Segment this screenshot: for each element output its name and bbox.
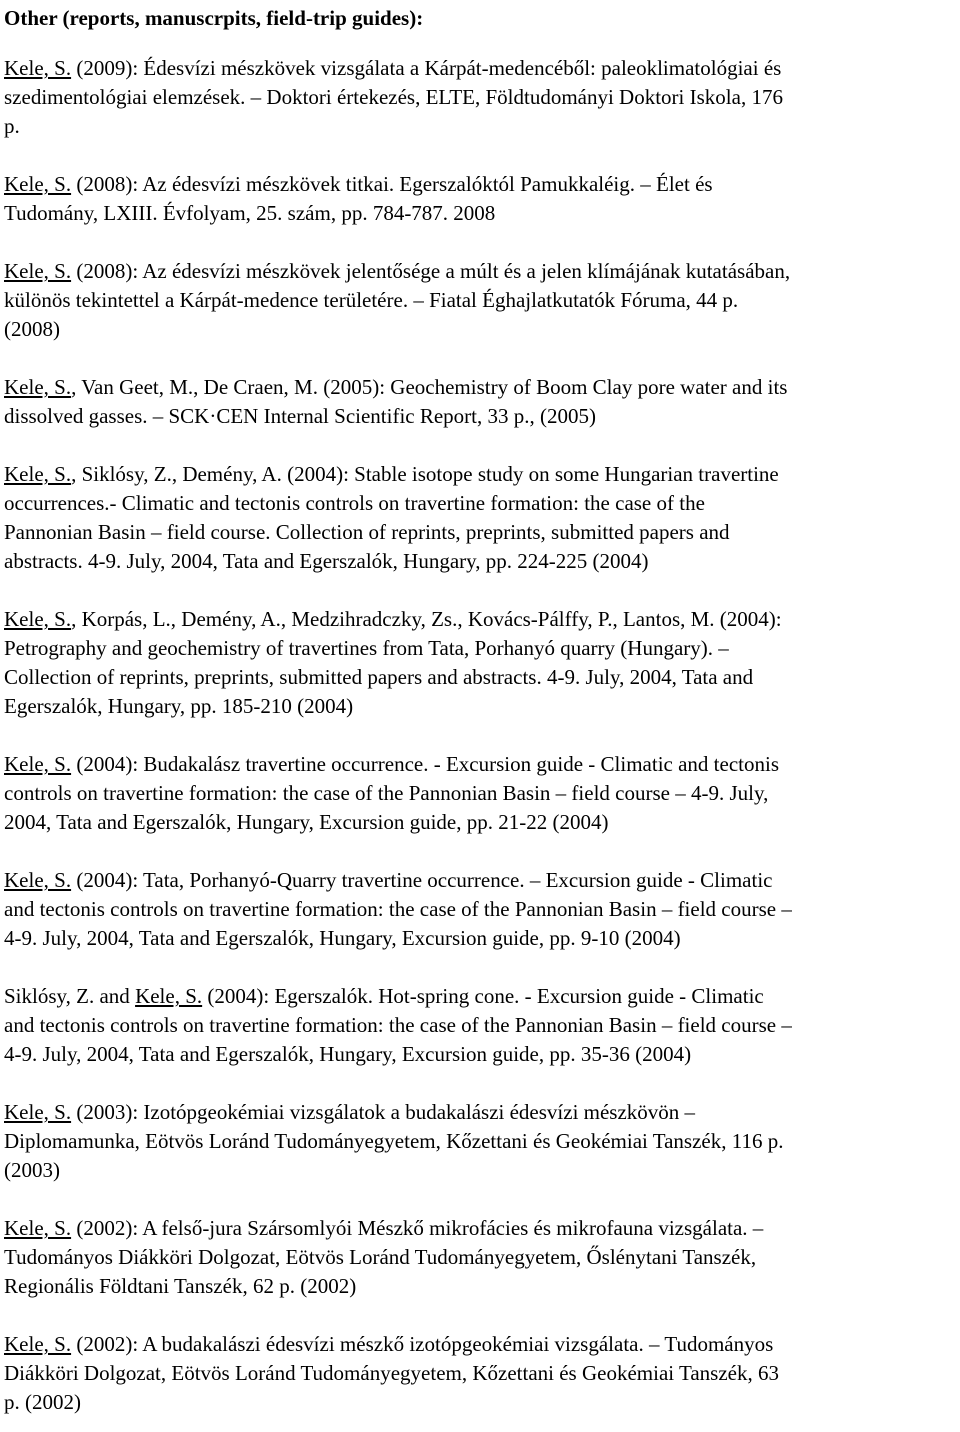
reference-text: abstracts. 4-9. July, 2004, Tata and Egerszalók, Hungary, pp. 224-225 (2004)	[4, 549, 649, 573]
reference-line	[4, 1214, 956, 1243]
reference-text: p.	[4, 114, 20, 138]
reference-line	[4, 866, 956, 895]
reference-line	[4, 1098, 956, 1127]
reference-line	[4, 982, 956, 1011]
reference-text: Collection of reprints, preprints, submitted papers and abstracts. 4-9. July, 2004, Tata and	[4, 665, 754, 689]
reference-line	[4, 460, 956, 489]
reference-text: Petrography and geochemistry of travertines from Tata, Porhanyó quarry (Hungary). –	[4, 636, 729, 660]
reference-line	[4, 1330, 956, 1359]
reference-text: occurrences.- Climatic and tectonis controls on travertine formation: the case of the	[4, 491, 705, 515]
reference-line	[4, 315, 956, 344]
reference-line	[4, 779, 956, 808]
entry-spacer	[4, 721, 956, 750]
reference-text: (2004): Egerszalók. Hot-spring cone. - Excursion guide - Climatic	[202, 984, 764, 1008]
reference-text: p. (2002)	[4, 1390, 81, 1414]
reference-line	[4, 1388, 956, 1417]
reference-line	[4, 1040, 956, 1069]
author-name: Kele, S.	[4, 1332, 72, 1356]
reference-text: , Siklósy, Z., Demény, A. (2004): Stable isotope study on some Hungarian travertine	[71, 462, 779, 486]
reference-entry	[4, 605, 956, 721]
reference-text: , Van Geet, M., De Craen, M. (2005): Geochemistry of Boom Clay pore water and its	[71, 375, 788, 399]
author-name: Kele, S.	[135, 984, 203, 1008]
reference-text: (2009): Édesvízi mészkövek vizsgálata a Kárpát-medencéből: paleoklimatológiai és	[71, 56, 782, 80]
author-name: Kele, S.	[4, 259, 72, 283]
reference-text: (2003): Izotópgeokémiai vizsgálatok a budakalászi édesvízi mészkövön –	[71, 1100, 696, 1124]
reference-text: (2002): A felső-jura Szársomlyói Mészkő mikrofácies és mikrofauna vizsgálata. –	[71, 1216, 764, 1240]
reference-text: 2004, Tata and Egerszalók, Hungary, Excursion guide, pp. 21-22 (2004)	[4, 810, 609, 834]
entry-spacer	[4, 228, 956, 257]
author-name: Kele, S.	[4, 1100, 72, 1124]
reference-line	[4, 373, 956, 402]
reference-entry	[4, 1214, 956, 1301]
reference-entry	[4, 1098, 956, 1185]
author-name: Kele, S.	[4, 375, 72, 399]
reference-line	[4, 54, 956, 83]
reference-line	[4, 83, 956, 112]
reference-line	[4, 1243, 956, 1272]
reference-text: Tudományos Diákköri Dolgozat, Eötvös Loránd Tudományegyetem, Őslénytani Tanszék,	[4, 1245, 757, 1269]
reference-text: (2008)	[4, 317, 60, 341]
entry-spacer	[4, 1301, 956, 1330]
reference-line	[4, 924, 956, 953]
reference-text: (2003)	[4, 1158, 60, 1182]
reference-text: Egerszalók, Hungary, pp. 185-210 (2004)	[4, 694, 354, 718]
reference-text: Pannonian Basin – field course. Collection of reprints, preprints, submitted papers and	[4, 520, 730, 544]
reference-entry	[4, 460, 956, 576]
entry-spacer	[4, 431, 956, 460]
reference-line	[4, 605, 956, 634]
reference-line	[4, 1156, 956, 1185]
author-name: Kele, S.	[4, 752, 72, 776]
reference-line	[4, 895, 956, 924]
reference-line	[4, 1359, 956, 1388]
reference-entry	[4, 257, 956, 344]
reference-line	[4, 1272, 956, 1301]
reference-text: dissolved gasses. – SCK·CEN Internal Scientific Report, 33 p., (2005)	[4, 404, 596, 428]
reference-line	[4, 692, 956, 721]
reference-text: (2004): Tata, Porhanyó-Quarry travertine occurrence. – Excursion guide - Climatic	[71, 868, 773, 892]
author-name: Kele, S.	[4, 1216, 72, 1240]
author-name: Kele, S.	[4, 462, 72, 486]
reference-text: and tectonis controls on travertine formation: the case of the Pannonian Basin – field course –	[4, 897, 792, 921]
reference-text: (2008): Az édesvízi mészkövek titkai. Egerszalóktól Pamukkaléig. – Élet és	[71, 172, 713, 196]
reference-entry	[4, 982, 956, 1069]
reference-text: (2004): Budakalász travertine occurrence. - Excursion guide - Climatic and tectonis	[71, 752, 779, 776]
author-name: Kele, S.	[4, 607, 72, 631]
reference-line	[4, 1011, 956, 1040]
reference-line	[4, 170, 956, 199]
reference-entry	[4, 1330, 956, 1417]
reference-text: (2008): Az édesvízi mészkövek jelentősége a múlt és a jelen klímájának kutatásában,	[71, 259, 791, 283]
reference-text: and tectonis controls on travertine formation: the case of the Pannonian Basin – field course –	[4, 1013, 792, 1037]
reference-text: különös tekintettel a Kárpát-medence területére. – Fiatal Éghajlatkutatók Fóruma, 44 p.	[4, 288, 739, 312]
reference-line	[4, 808, 956, 837]
reference-line	[4, 286, 956, 315]
reference-entry	[4, 750, 956, 837]
section-heading: Other (reports, manuscrpits, field-trip guides):	[4, 6, 424, 30]
author-name: Kele, S.	[4, 56, 72, 80]
reference-line	[4, 634, 956, 663]
entry-spacer	[4, 576, 956, 605]
reference-line	[4, 518, 956, 547]
entry-spacer	[4, 953, 956, 982]
entry-spacer	[4, 141, 956, 170]
author-name: Kele, S.	[4, 172, 72, 196]
reference-text: szedimentológiai elemzések. – Doktori értekezés, ELTE, Földtudományi Doktori Iskola, 176	[4, 85, 783, 109]
reference-text: (2002): A budakalászi édesvízi mészkő izotópgeokémiai vizsgálata. – Tudományos	[71, 1332, 774, 1356]
entry-spacer	[4, 1185, 956, 1214]
reference-text: 4-9. July, 2004, Tata and Egerszalók, Hungary, Excursion guide, pp. 35-36 (2004)	[4, 1042, 692, 1066]
reference-line	[4, 112, 956, 141]
reference-text: Tudomány, LXIII. Évfolyam, 25. szám, pp. 784-787. 2008	[4, 201, 496, 225]
reference-entry	[4, 373, 956, 431]
reference-list	[4, 54, 956, 1417]
reference-entry	[4, 866, 956, 953]
entry-spacer	[4, 1069, 956, 1098]
reference-text: , Korpás, L., Demény, A., Medzihradczky, Zs., Kovács-Pálffy, P., Lantos, M. (2004):	[71, 607, 782, 631]
reference-line	[4, 750, 956, 779]
reference-line	[4, 199, 956, 228]
reference-entry	[4, 170, 956, 228]
entry-spacer	[4, 344, 956, 373]
reference-text: Regionális Földtani Tanszék, 62 p. (2002)	[4, 1274, 357, 1298]
reference-text: Diákköri Dolgozat, Eötvös Loránd Tudományegyetem, Kőzettani és Geokémiai Tanszék, 63	[4, 1361, 779, 1385]
reference-text: Diplomamunka, Eötvös Loránd Tudományegyetem, Kőzettani és Geokémiai Tanszék, 116 p.	[4, 1129, 784, 1153]
reference-text: 4-9. July, 2004, Tata and Egerszalók, Hungary, Excursion guide, pp. 9-10 (2004)	[4, 926, 681, 950]
reference-entry	[4, 54, 956, 141]
reference-text: controls on travertine formation: the case of the Pannonian Basin – field course – 4-9. July,	[4, 781, 769, 805]
reference-line	[4, 547, 956, 576]
reference-line	[4, 1127, 956, 1156]
author-name: Kele, S.	[4, 868, 72, 892]
reference-text: Siklósy, Z. and	[4, 984, 136, 1008]
reference-line	[4, 257, 956, 286]
reference-line	[4, 489, 956, 518]
reference-line	[4, 663, 956, 692]
entry-spacer	[4, 837, 956, 866]
reference-line	[4, 402, 956, 431]
